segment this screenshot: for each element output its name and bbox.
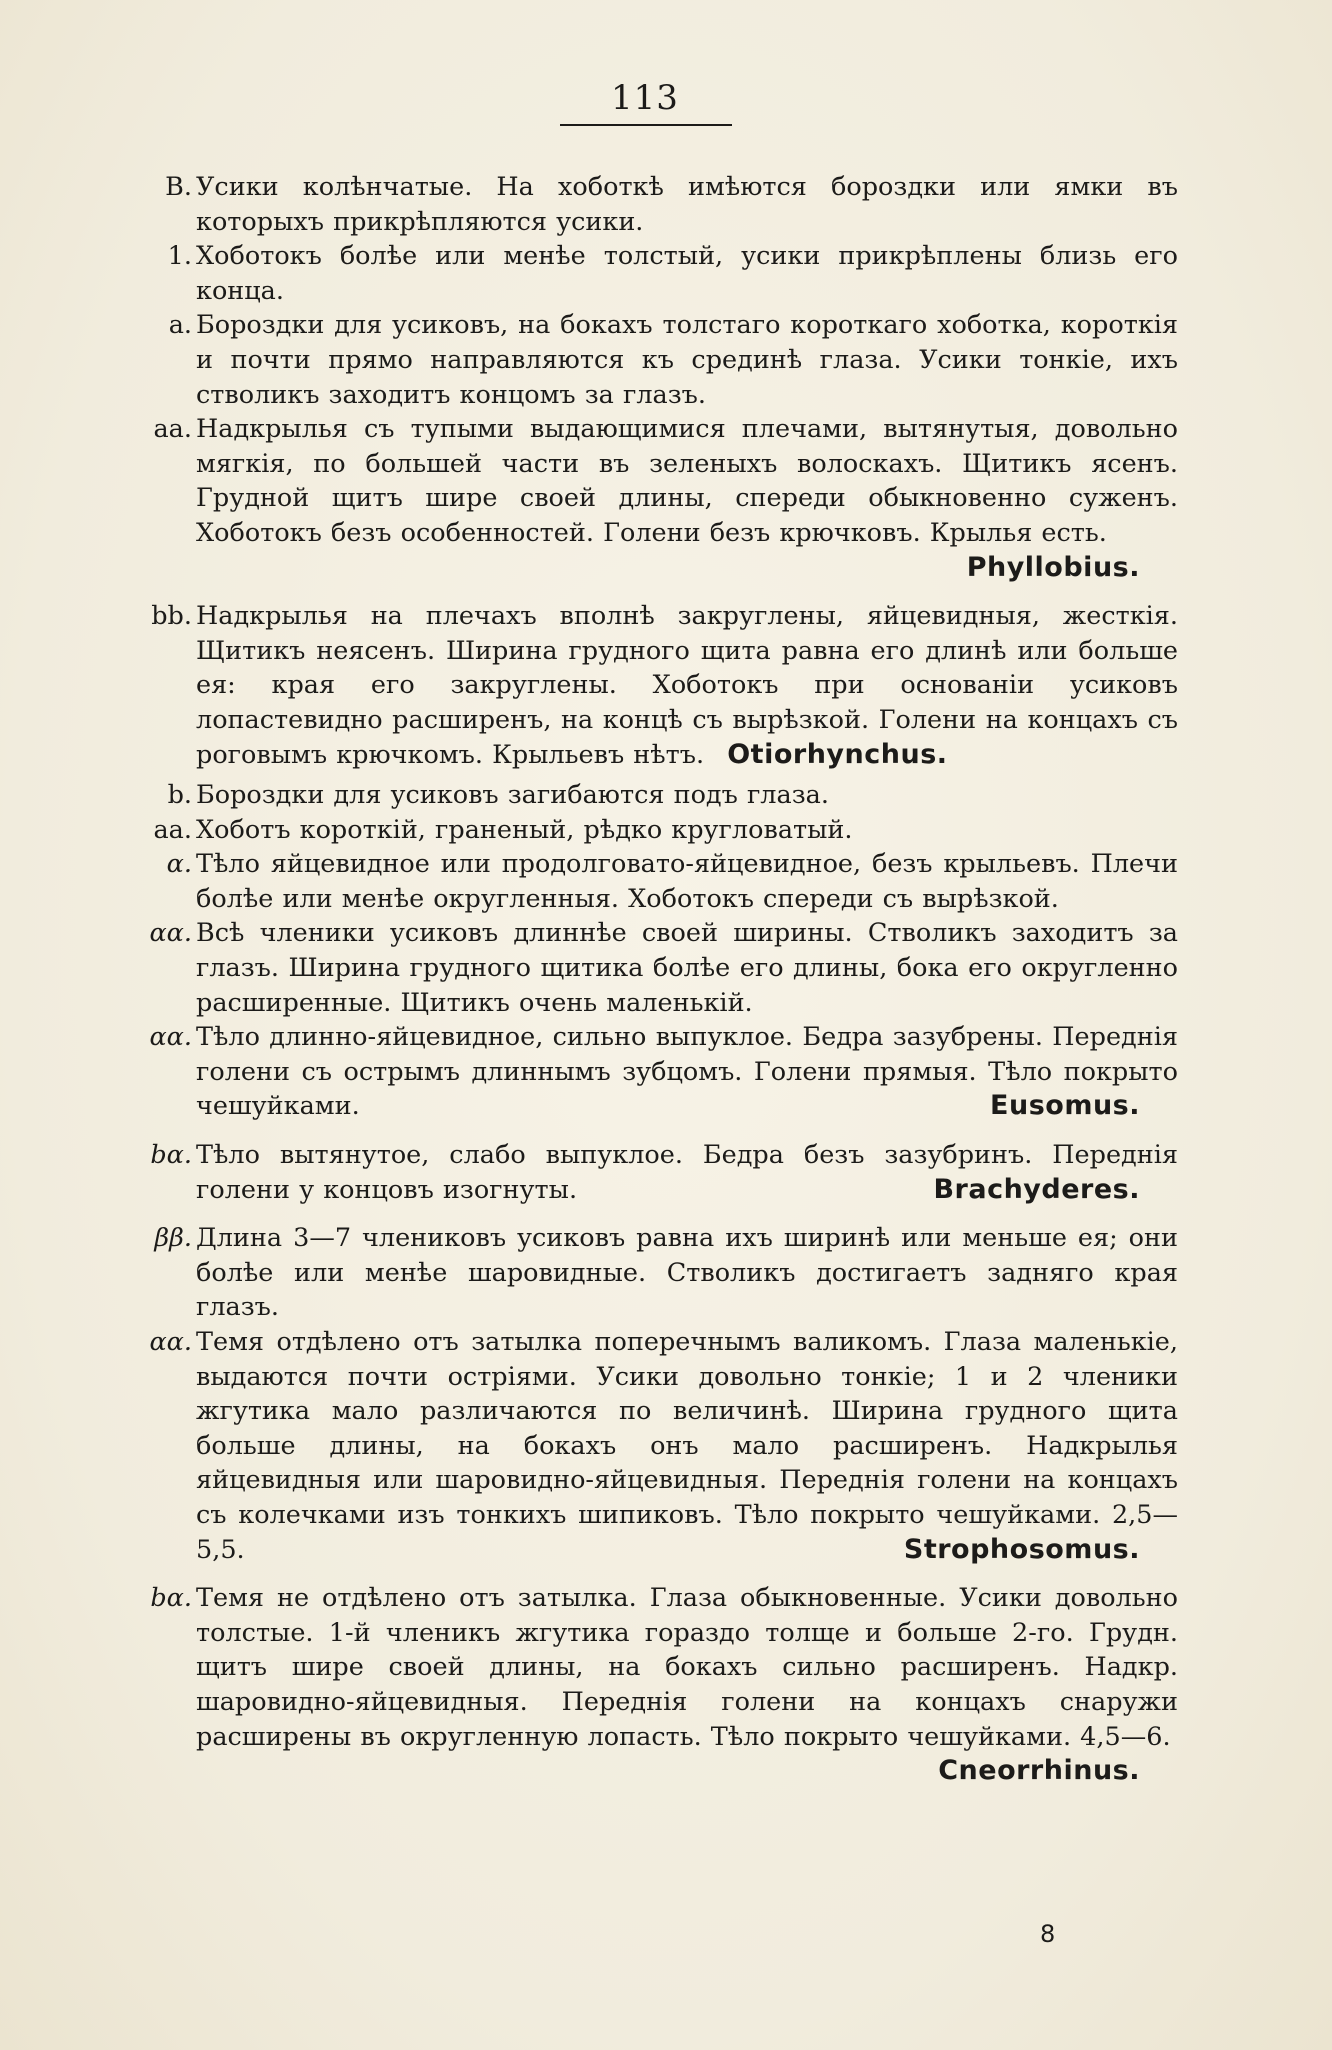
entry-text: Тѣло вытянутое, слабо выпуклое. Бедра безъ зазубринъ. Переднія голени у концовъ изогнуты. <box>196 1140 1178 1205</box>
entry-text: Тѣло яйцевидное или продолговато-яйцевидное, безъ крыльевъ. Плечи болѣе или менѣе округленныя. Хоботокъ спереди съ вырѣзкой. <box>196 849 1178 914</box>
key-entry <box>148 847 1178 916</box>
entry-text: Надкрылья на плечахъ вполнѣ закруглены, яйцевидныя, жесткія. Щитикъ неясенъ. Ширина грудного щита равна его длинѣ или больше ея: края его закруглены. Хоботокъ при основаніи усиковъ лопастевидно расширенъ, на концѣ съ вырѣзкой. Голени на концахъ съ роговымъ крючкомъ. Крыльевъ нѣтъ. <box>196 601 1178 770</box>
genus-name: Eusomus. <box>990 1090 1140 1122</box>
key-entry <box>148 412 1178 585</box>
entry-label: αα. <box>149 1327 192 1357</box>
entry-label: ββ. <box>154 1223 192 1254</box>
entry-text: Бороздки для усиковъ загибаются подъ глаза. <box>196 780 829 811</box>
page-number: 113 <box>611 78 679 118</box>
entry-label: a. <box>168 310 192 341</box>
entry-label: 1. <box>167 241 192 272</box>
entry-text: Всѣ членики усиковъ длиннѣе своей ширины. Стволикъ заходитъ за глазъ. Ширина грудного щитика болѣе его длины, бока его округленно расширенные. Щитикъ очень маленькій. <box>196 918 1178 1018</box>
key-entry <box>148 308 1178 412</box>
key-text <box>148 170 1178 1789</box>
entry-label: bb. <box>151 601 192 632</box>
entry-text: Темя отдѣлено отъ затылка поперечнымъ валикомъ. Глаза маленькіе, выдаются почти остріями. Усики довольно тонкіе; 1 и 2 членики жгутика мало различаются по величинѣ. Ширина грудного щита больше длины, на бокахъ онъ мало расширенъ. Надкрылья яйцевидныя или шаровидно-яйцевидныя. Переднія голени на концахъ съ колечками изъ тонкихъ шипиковъ. Тѣло покрыто чешуйками. 2,5—5,5. <box>196 1327 1178 1565</box>
entry-text: Хоботокъ болѣе или менѣе толстый, усики прикрѣплены близь его конца. <box>196 241 1178 306</box>
entry-label: α. <box>166 849 192 880</box>
key-entry <box>148 916 1178 1020</box>
key-entry <box>148 813 1178 848</box>
key-entry <box>148 1221 1178 1325</box>
entry-text: Темя не отдѣлено отъ затылка. Глаза обыкновенные. Усики довольно толстые. 1-й членикъ жгутика гораздо толще и больше 2-го. Грудн. щитъ шире своей длины, на бокахъ сильно расширенъ. Надкр. шаровидно-яйцевидныя. Переднія голени на концахъ снаружи расширены въ округленную лопасть. Тѣло покрыто чешуйками. 4,5—6. <box>196 1583 1178 1752</box>
signature-mark: 8 <box>1040 1920 1056 1948</box>
entry-label: αα. <box>149 918 192 949</box>
entry-label: B. <box>165 172 192 202</box>
entry-label: bα. <box>150 1140 192 1171</box>
entry-label: aa. <box>153 814 192 845</box>
entry-text: Хоботъ короткій, граненый, рѣдко кругловатый. <box>196 814 853 845</box>
key-entry <box>148 778 1178 813</box>
entry-text: Усики колѣнчатые. На хоботкѣ имѣются бороздки или ямки въ которыхъ прикрѣпляются усики. <box>196 172 1178 237</box>
genus-name: Cneorrhinus. <box>938 1755 1140 1787</box>
key-entry <box>148 599 1178 772</box>
key-entry <box>148 170 1178 239</box>
entry-text: Тѣло длинно-яйцевидное, сильно выпуклое. Бедра зазубрены. Переднія голени съ острымъ длиннымъ зубцомъ. Голени прямыя. Тѣло покрыто чешуйками. <box>196 1022 1178 1122</box>
entry-text: Бороздки для усиковъ, на бокахъ толстаго короткаго хоботка, короткія и почти прямо направляются къ срединѣ глаза. Усики тонкіе, ихъ стволикъ заходитъ концомъ за глазъ. <box>196 310 1178 410</box>
entry-label: αα. <box>149 1022 192 1053</box>
key-entry <box>148 1581 1178 1789</box>
entry-label: bα. <box>150 1583 192 1614</box>
entry-label: aa. <box>153 414 192 445</box>
genus-name: Otiorhynchus. <box>727 738 948 770</box>
header-rule <box>560 124 732 126</box>
key-entry <box>148 1138 1178 1207</box>
entry-label: b. <box>167 780 192 811</box>
entry-text: Длина 3—7 члениковъ усиковъ равна ихъ ширинѣ или меньше ея; они болѣе или менѣе шаровидные. Стволикъ достигаетъ задняго края глазъ. <box>196 1223 1178 1323</box>
key-entry <box>148 239 1178 308</box>
genus-name: Brachyderes. <box>933 1173 1140 1205</box>
key-entry <box>148 1325 1178 1567</box>
key-entry <box>148 1020 1178 1124</box>
genus-name: Strophosomus. <box>903 1533 1140 1565</box>
genus-name: Phyllobius. <box>966 551 1140 583</box>
entry-text: Надкрылья съ тупыми выдающимися плечами, вытянутыя, довольно мягкія, по большей части въ зеленыхъ волоскахъ. Щитикъ ясенъ. Грудной щитъ шире своей длины, спереди обыкновенно суженъ. Хоботокъ безъ особенностей. Голени безъ крючковъ. Крылья есть. <box>196 414 1178 548</box>
